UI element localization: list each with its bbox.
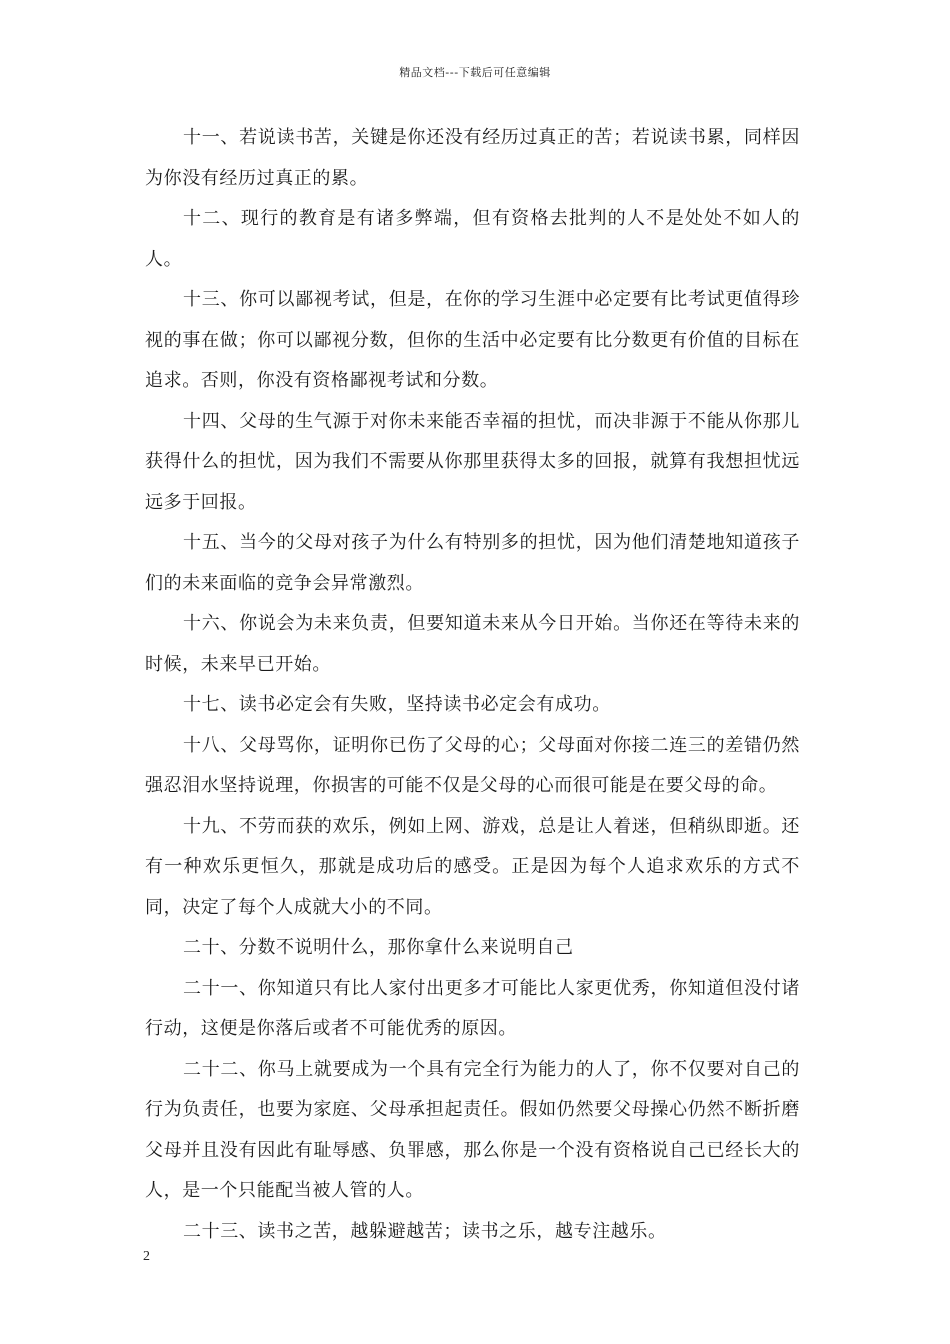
page-header: 精品文档---下载后可任意编辑 xyxy=(399,66,551,79)
paragraph-18: 十八、父母骂你，证明你已伤了父母的心；父母面对你接二连三的差错仍然强忍泪水坚持说理，你损害的可能不仅是父母的心而很可能是在要父母的命。 xyxy=(145,734,800,796)
paragraph-15: 十五、当今的父母对孩子为什么有特别多的担忧，因为他们清楚地知道孩子们的未来面临的竞争会异常激烈。 xyxy=(145,532,800,594)
paragraph-20: 二十、分数不说明什么，那你拿什么来说明自己 xyxy=(183,937,574,958)
paragraph-14: 十四、父母的生气源于对你未来能否幸福的担忧，而决非源于不能从你那儿获得什么的担忧，因为我们不需要从你那里获得太多的回报，就算有我想担忧远远多于回报。 xyxy=(145,410,800,513)
paragraph-23: 二十三、读书之苦，越躲避越苦；读书之乐，越专注越乐。 xyxy=(183,1220,667,1242)
paragraph-17: 十七、读书必定会有失败，坚持读书必定会有成功。 xyxy=(183,694,611,715)
paragraph-21: 二十一、你知道只有比人家付出更多才可能比人家更优秀，你知道但没付诸行动，这便是你落后或者不可能优秀的原因。 xyxy=(145,977,800,1039)
paragraph-12: 十二、现行的教育是有诸多弊端，但有资格去批判的人不是处处不如人的人。 xyxy=(145,208,800,270)
paragraph-22: 二十二、你马上就要成为一个具有完全行为能力的人了，你不仅要对自己的行为负责任，也要为家庭、父母承担起责任。假如仍然要父母操心仍然不断折磨父母并且没有因此有耻辱感、负罪感，那么你是一个没有资格说自己已经长大的人，是一个只能配当被人管的人。 xyxy=(145,1058,800,1201)
body-text xyxy=(145,118,800,1252)
paragraph-19: 十九、不劳而获的欢乐，例如上网、游戏，总是让人着迷，但稍纵即逝。还有一种欢乐更恒久，那就是成功后的感受。正是因为每个人追求欢乐的方式不同，决定了每个人成就大小的不同。 xyxy=(145,815,800,918)
page-number: 2 xyxy=(143,1249,150,1264)
paragraph-11: 十一、若说读书苦，关键是你还没有经历过真正的苦；若说读书累，同样因为你没有经历过真正的累。 xyxy=(145,127,800,189)
paragraph-13: 十三、你可以鄙视考试，但是，在你的学习生涯中必定要有比考试更值得珍视的事在做；你可以鄙视分数，但你的生活中必定要有比分数更有价值的目标在追求。否则，你没有资格鄙视考试和分数。 xyxy=(145,289,800,391)
paragraph-16: 十六、你说会为未来负责，但要知道未来从今日开始。当你还在等待未来的时候，未来早已开始。 xyxy=(145,613,800,675)
